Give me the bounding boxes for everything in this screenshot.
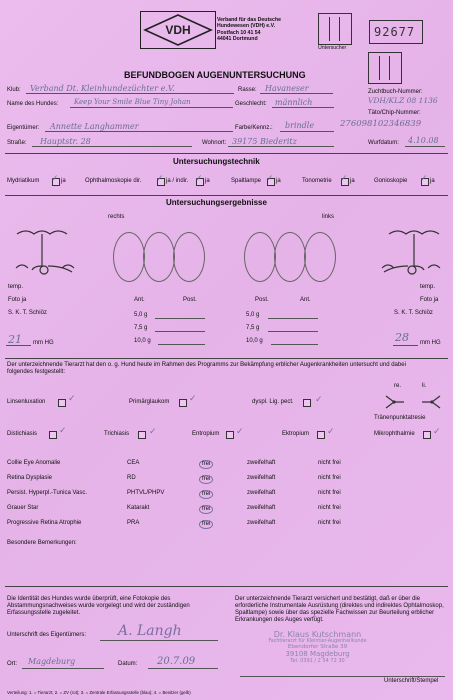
right-lens-mid xyxy=(143,232,175,282)
iop-right-value: 21 xyxy=(8,333,22,346)
weight-left-3: 10,0 g xyxy=(246,338,263,344)
stamp-line: Fachtierarzt für Kleintier-Augenheilkunde xyxy=(268,639,367,644)
finding-linsenluxation: Linsenluxation xyxy=(7,399,46,405)
check-icon: ✓ xyxy=(51,174,59,184)
check-icon: ✓ xyxy=(189,394,197,404)
table-cell-name: Grauer Star xyxy=(7,505,39,511)
ant-right: Ant. xyxy=(134,297,145,303)
remarks-label: Besondere Bemerkungen: xyxy=(7,540,77,546)
table-cell-nf[interactable]: nicht frei xyxy=(318,460,341,466)
temp-left: temp. xyxy=(420,284,436,290)
results-heading: Untersuchungsergebnisse xyxy=(166,198,267,207)
examiner-box xyxy=(318,13,352,45)
table-cell-nf[interactable]: nicht frei xyxy=(318,505,341,511)
weight-right-3: 10,0 g xyxy=(134,338,151,344)
check-icon: ✓ xyxy=(433,427,441,437)
check-icon: ✓ xyxy=(420,174,428,184)
stamp-line: 39108 Magdeburg xyxy=(285,650,350,658)
left-eye-label: links xyxy=(322,214,335,220)
table-cell-zw[interactable]: zweifelhaft xyxy=(247,505,276,511)
skt-right: S. K. T. Schiöz xyxy=(8,310,47,316)
vdh-logo-icon xyxy=(141,12,215,48)
table-cell-zw[interactable]: zweifelhaft xyxy=(247,460,276,466)
linsenluxation-checkbox[interactable] xyxy=(58,399,66,407)
iop-left-value: 28 xyxy=(395,331,409,344)
org-address xyxy=(217,17,297,43)
tech-spaltlampe-ja: ja xyxy=(276,178,281,184)
tech-gonioskopie-ja: ja xyxy=(430,178,435,184)
form-title: BEFUNDBOGEN AUGENUNTERSUCHUNG xyxy=(124,70,306,80)
temp-right: temp. xyxy=(8,284,24,290)
owner-value: Annette Langhammer xyxy=(50,122,139,131)
stamp-line: Ebendorfer Straße 39 xyxy=(287,644,348,650)
table-cell-name: Retina Dysplasie xyxy=(7,475,53,481)
mmhg-right: mm HG xyxy=(33,340,54,346)
table-cell-zw[interactable]: zweifelhaft xyxy=(247,520,276,526)
club-value: Verband Dt. Kleinhundezüchter e.V. xyxy=(30,84,175,93)
table-cell-name: Progressive Retina Atrophie xyxy=(7,520,82,526)
owner-signature: A. Langh xyxy=(118,623,182,639)
table-cell-nf[interactable]: nicht frei xyxy=(318,475,341,481)
li-label: li. xyxy=(422,383,427,389)
vet-declaration: Der unterzeichnende Tierarzt versichert und bestätigt, daß er über die erforderliche Instrumentale Ausrüstung (direktes und indirektes Ophtalmoskop, Spaltlampe) sowie über das spezielle Fachwissen zur Beurteilung erblicher Erkrankungen des Auges verfügt. xyxy=(235,596,444,623)
table-cell-name: Collie Eye Anomalie xyxy=(7,460,61,466)
skt-left: S. K. T. Schiöz xyxy=(394,310,433,316)
finding-entropium: Entropium xyxy=(192,431,220,437)
check-icon: ✓ xyxy=(149,427,157,437)
table-cell-code: RD xyxy=(127,475,136,481)
eye-lid-diagram-right xyxy=(12,226,82,282)
table-cell-frei[interactable]: frei xyxy=(199,490,213,499)
sex-value: männlich xyxy=(275,98,313,107)
org-line: Verband für das Deutsche xyxy=(217,17,281,23)
org-line: 44041 Dortmund xyxy=(217,36,258,43)
weight-right-2: 7,5 g xyxy=(134,325,148,331)
re-label: re. xyxy=(394,383,402,389)
check-icon: ✓ xyxy=(315,395,323,405)
post-left: Post. xyxy=(255,297,269,303)
stamp-line: Tel. 0391 / 2 54 72 30 xyxy=(290,658,345,664)
tear-point-icon xyxy=(384,392,442,412)
owner-sig-label: Unterschrift des Eigentümers: xyxy=(7,632,87,638)
left-lens-post xyxy=(244,232,276,282)
distichiasis-checkbox[interactable] xyxy=(49,431,57,439)
tech-tonometrie: Tonometrie xyxy=(302,178,332,184)
table-cell-zw[interactable]: zweifelhaft xyxy=(247,475,276,481)
stamp-line: Dr. Klaus Kutschmann xyxy=(273,630,362,639)
logo-text: VDH xyxy=(165,23,191,37)
check-icon: ✓ xyxy=(236,427,244,437)
weight-left-2: 7,5 g xyxy=(246,325,260,331)
street-label: Straße: xyxy=(7,140,27,146)
tech-gonioskopie: Gonioskopie xyxy=(374,178,408,184)
form-number: 92677 xyxy=(374,25,416,39)
birth-value: 4.10.08 xyxy=(408,136,439,145)
check-icon: ✓ xyxy=(195,174,203,184)
table-cell-frei[interactable]: frei xyxy=(199,460,213,469)
check-icon: ✓ xyxy=(68,394,76,404)
table-cell-code: PRA xyxy=(127,520,140,526)
finding-trichiasis: Trichiasis xyxy=(104,431,130,437)
trichiasis-checkbox[interactable] xyxy=(138,431,146,439)
finding-ektropium: Ektropium xyxy=(282,431,310,437)
owner-label: Eigentümer: xyxy=(7,125,40,131)
birth-label: Wurfdatum: xyxy=(368,140,399,146)
tranen-label: Tränenpunktatresie xyxy=(374,415,426,421)
right-lens-post xyxy=(173,232,205,282)
table-cell-code: Katarakt xyxy=(127,505,150,511)
table-cell-code: CEA xyxy=(127,460,140,466)
breed-value: Havaneser xyxy=(265,84,309,93)
lig-pect-checkbox[interactable] xyxy=(303,399,311,407)
breed-label: Rasse: xyxy=(238,87,257,93)
primarglaukom-checkbox[interactable] xyxy=(179,399,187,407)
tech-indir: ja / indir. xyxy=(166,178,189,184)
dogname-label: Name des Hundes: xyxy=(7,101,59,107)
city-value: 39175 Biederitz xyxy=(232,137,297,146)
left-lens-ant xyxy=(304,232,336,282)
technique-heading: Untersuchungstechnik xyxy=(173,157,260,166)
finding-mikrophthalmie: Mikrophthalmie xyxy=(374,431,415,437)
studbook-label: Zuchtbuch-Nummer: xyxy=(368,89,423,95)
intro-text: Der unterzeichnende Tierarzt hat den o. g. Hund heute im Rahmen des Programms zur Bekämpfung erblicher Augenkrankheiten untersucht und dabei folgendes festgestellt: xyxy=(7,362,406,375)
table-cell-frei[interactable]: frei xyxy=(199,475,213,484)
club-label: Klub: xyxy=(7,87,21,93)
tech-indir-ja: ja xyxy=(205,178,210,184)
finding-primarglaukom: Primärglaukom xyxy=(129,399,170,405)
identity-text: Die Identität des Hundes wurde überprüft, eine Fotokopie des Abstammungsnachweises wurde vorgelegt und wird der zuständigen Erfassungsstelle zugeleitet. xyxy=(7,596,190,616)
tech-ophthalmoskopie: Ophthalmoskopie dir. xyxy=(85,178,142,184)
eye-lid-diagram-left xyxy=(374,226,444,282)
dogname-value: Keep Your Smile Blue Tiny Johan xyxy=(74,98,191,106)
place-value: Magdeburg xyxy=(28,657,76,666)
date-value: 20.7.09 xyxy=(157,656,196,667)
mmhg-left: mm HG xyxy=(420,340,441,346)
right-lens-ant xyxy=(113,232,145,282)
place-label: Ort: xyxy=(7,661,17,667)
entropium-checkbox[interactable] xyxy=(226,431,234,439)
vdh-logo xyxy=(140,11,216,49)
check-icon: ✓ xyxy=(327,427,335,437)
finding-lig-pect: dyspl. Lig. pect. xyxy=(252,399,294,405)
stamp-label: Unterschrift/Stempel xyxy=(384,678,439,684)
table-cell-nf[interactable]: nicht frei xyxy=(318,490,341,496)
color-value: brindle xyxy=(285,121,315,130)
check-icon: ✓ xyxy=(59,426,67,436)
table-cell-frei[interactable]: frei xyxy=(199,505,213,514)
check-icon: ✓ xyxy=(156,174,164,184)
table-cell-code: PHTVL/PHPV xyxy=(127,490,165,496)
tech-mydriatikum: Mydriatikum xyxy=(7,178,40,184)
city-label: Wohnort: xyxy=(202,140,227,146)
distribution-note: Verteilung: 1. = Tierarzt; 2. = ZV (rot); 3. = Zentrale Erfassungsstelle (blau); 4. = Besitzer (gelb) xyxy=(7,690,191,695)
table-cell-nf[interactable]: nicht frei xyxy=(318,520,341,526)
examiner-label: Untersucher xyxy=(318,45,347,51)
color-label: Farbe/Kennz.: xyxy=(235,125,273,131)
ektropium-checkbox[interactable] xyxy=(317,431,325,439)
org-line: Hundewesen (VDH) e.V. xyxy=(217,23,276,30)
tech-spaltlampe: Spaltlampe xyxy=(231,178,262,184)
vet-stamp xyxy=(245,630,390,664)
photo-left: Foto ja xyxy=(420,297,439,303)
post-right: Post. xyxy=(183,297,197,303)
right-eye-label: rechts xyxy=(108,214,125,220)
org-line: Postfach 10 41 54 xyxy=(217,29,261,36)
street-value: Hauptstr. 28 xyxy=(40,137,91,146)
table-cell-name: Persist. Hyperpl.-Tunica Vasc. xyxy=(7,490,88,496)
studbook-value: VDH/KLZ 08 1136 xyxy=(368,96,438,105)
tech-tonometrie-ja: ja xyxy=(350,178,355,184)
mikrophthalmie-checkbox[interactable] xyxy=(423,431,431,439)
finding-distichiasis: Distichiasis xyxy=(7,431,38,437)
chip-value: 276098102346839 xyxy=(340,119,422,129)
barcode-box xyxy=(368,52,402,84)
ant-left: Ant. xyxy=(300,297,311,303)
weight-left-1: 5,0 g xyxy=(246,312,260,318)
sex-label: Geschlecht: xyxy=(235,101,267,107)
tech-mydriatikum-ja: ja xyxy=(61,178,66,184)
table-cell-frei[interactable]: frei xyxy=(199,520,213,529)
check-icon: ✓ xyxy=(266,174,274,184)
check-icon: ✓ xyxy=(340,174,348,184)
weight-right-1: 5,0 g xyxy=(134,312,148,318)
form-number-box xyxy=(369,20,423,44)
chip-label: Täto/Chip-Nummer: xyxy=(368,110,421,116)
photo-right: Foto ja xyxy=(8,297,27,303)
date-label: Datum: xyxy=(118,661,138,667)
left-lens-mid xyxy=(274,232,306,282)
table-cell-zw[interactable]: zweifelhaft xyxy=(247,490,276,496)
